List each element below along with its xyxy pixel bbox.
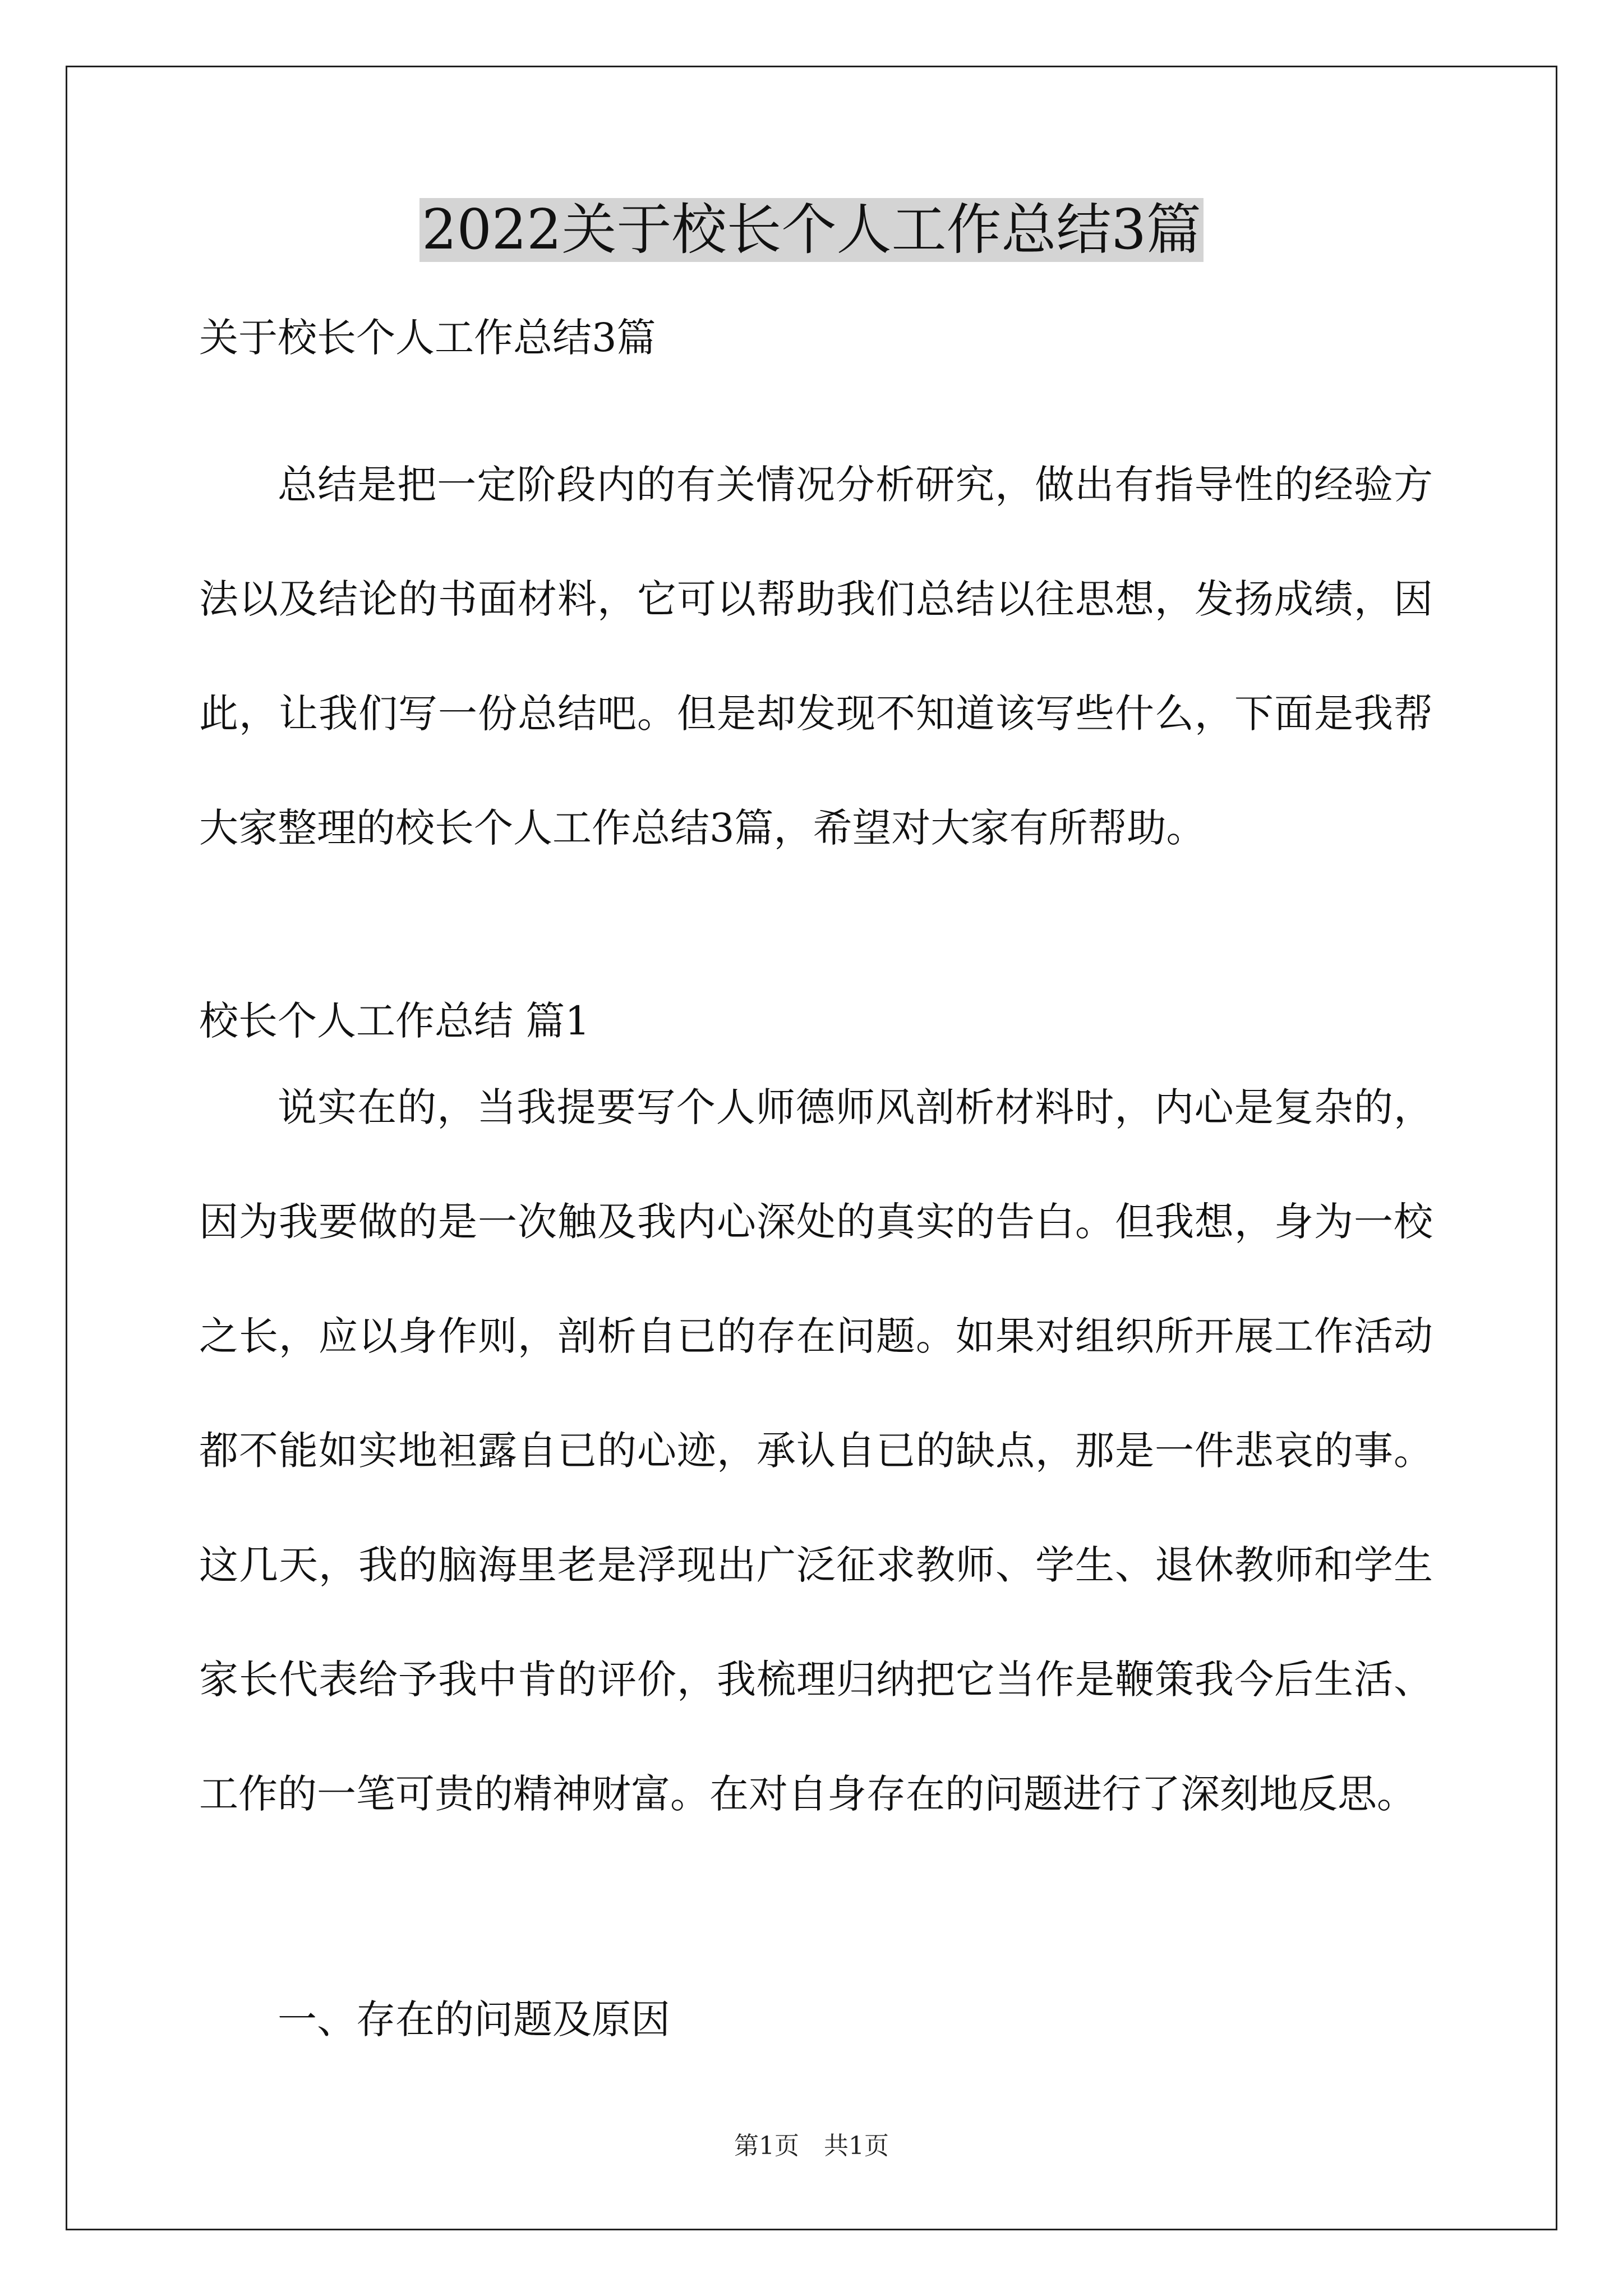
document-title (0, 191, 1623, 269)
intro-paragraph: 总结是把一定阶段内的有关情况分析研究，做出有指导性的经验方法以及结论的书面材料，它可以帮助我们总结以往思想，发扬成绩，因此，让我们写一份总结吧。但是却发现不知道该写些什么，下面是我帮大家整理的校长个人工作总结3篇，希望对大家有所帮助。 (199, 462, 1433, 851)
body-paragraph: 说实在的，当我提要写个人师德师风剖析材料时，内心是复杂的，因为我要做的是一次触及我内心深处的真实的告白。但我想，身为一校之长，应以身作则，剖析自已的存在问题。如果对组织所开展工作活动都不能如实地袒露自已的心迹，承认自已的缺点，那是一件悲哀的事。这几天，我的脑海里老是浮现出广泛征求教师、学生、退休教师和学生家长代表给予我中肯的评价，我梳理归纳把它当作是鞭策我今后生活、工作的一笔可贵的精神财富。在对自身存在的问题进行了深刻地反思。 (199, 1084, 1433, 1817)
subsection-heading: 一、存在的问题及原因 (278, 1996, 670, 2042)
document-title-text: 2022关于校长个人工作总结3篇 (419, 198, 1204, 262)
page-footer: 第1页 共1页 (734, 2132, 889, 2160)
section-heading: 校长个人工作总结 篇1 (199, 998, 590, 1044)
document-subtitle: 关于校长个人工作总结3篇 (199, 315, 656, 361)
